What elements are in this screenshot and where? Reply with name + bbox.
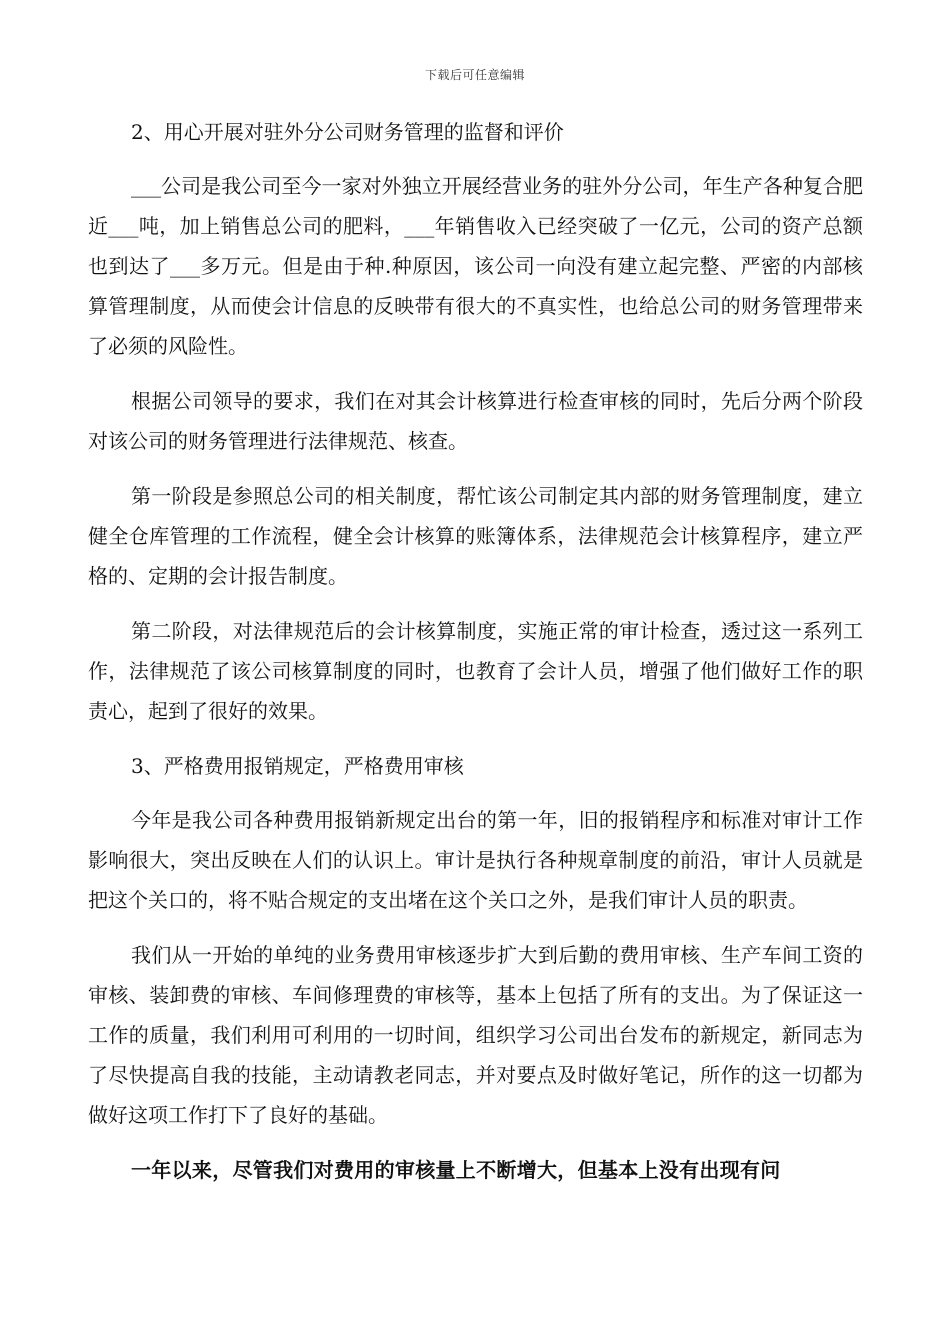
paragraph: 我们从一开始的单纯的业务费用审核逐步扩大到后勤的费用审核、生产车间工资的审核、装卸费的审核、车间修理费的审核等，基本上包括了所有的支出。为了保证这一工作的质量，我们利用可利用的一切时间，组织学习公司出台发布的新规定，新同志为了尽快提高自我的技能，主动请教老同志，并对要点及时做好笔记，所作的这一切都为做好这项工作打下了良好的基础。 bbox=[88, 943, 863, 1127]
paragraph: 第一阶段是参照总公司的相关制度，帮忙该公司制定其内部的财务管理制度，建立健全仓库管理的工作流程，健全会计核算的账簿体系，法律规范会计核算程序，建立严格的、定期的会计报告制度。 bbox=[88, 484, 863, 588]
document-body bbox=[88, 112, 863, 1205]
paragraph-bold: 一年以来，尽管我们对费用的审核量上不断增大，但基本上没有出现有问 bbox=[131, 1158, 781, 1182]
section-heading-3: 3、严格费用报销规定，严格费用审核 bbox=[131, 754, 464, 778]
section-heading-2: 2、用心开展对驻外分公司财务管理的监督和评价 bbox=[131, 120, 564, 144]
paragraph: 今年是我公司各种费用报销新规定出台的第一年，旧的报销程序和标准对审计工作影响很大，突出反映在人们的认识上。审计是执行各种规章制度的前沿，审计人员就是把这个关口的，将不贴合规定的支出堵在这个关口之外，是我们审计人员的职责。 bbox=[88, 808, 863, 912]
paragraph: 第二阶段，对法律规范后的会计核算制度，实施正常的审计检查，透过这一系列工作，法律规范了该公司核算制度的同时，也教育了会计人员，增强了他们做好工作的职责心，起到了很好的效果。 bbox=[88, 619, 863, 723]
page-header: 下载后可任意编辑 bbox=[424, 68, 525, 82]
paragraph: ___公司是我公司至今一家对外独立开展经营业务的驻外分公司，年生产各种复合肥近___吨，加上销售总公司的肥料，___年销售收入已经突破了一亿元，公司的资产总额也到达了___多万元。但是由于种.种原因，该公司一向没有建立起完整、严密的内部核算管理制度，从而使会计信息的反映带有很大的不真实性，也给总公司的财务管理带来了必须的风险性。 bbox=[88, 174, 863, 358]
paragraph: 根据公司领导的要求，我们在对其会计核算进行检查审核的同时，先后分两个阶段对该公司的财务管理进行法律规范、核查。 bbox=[88, 389, 863, 453]
